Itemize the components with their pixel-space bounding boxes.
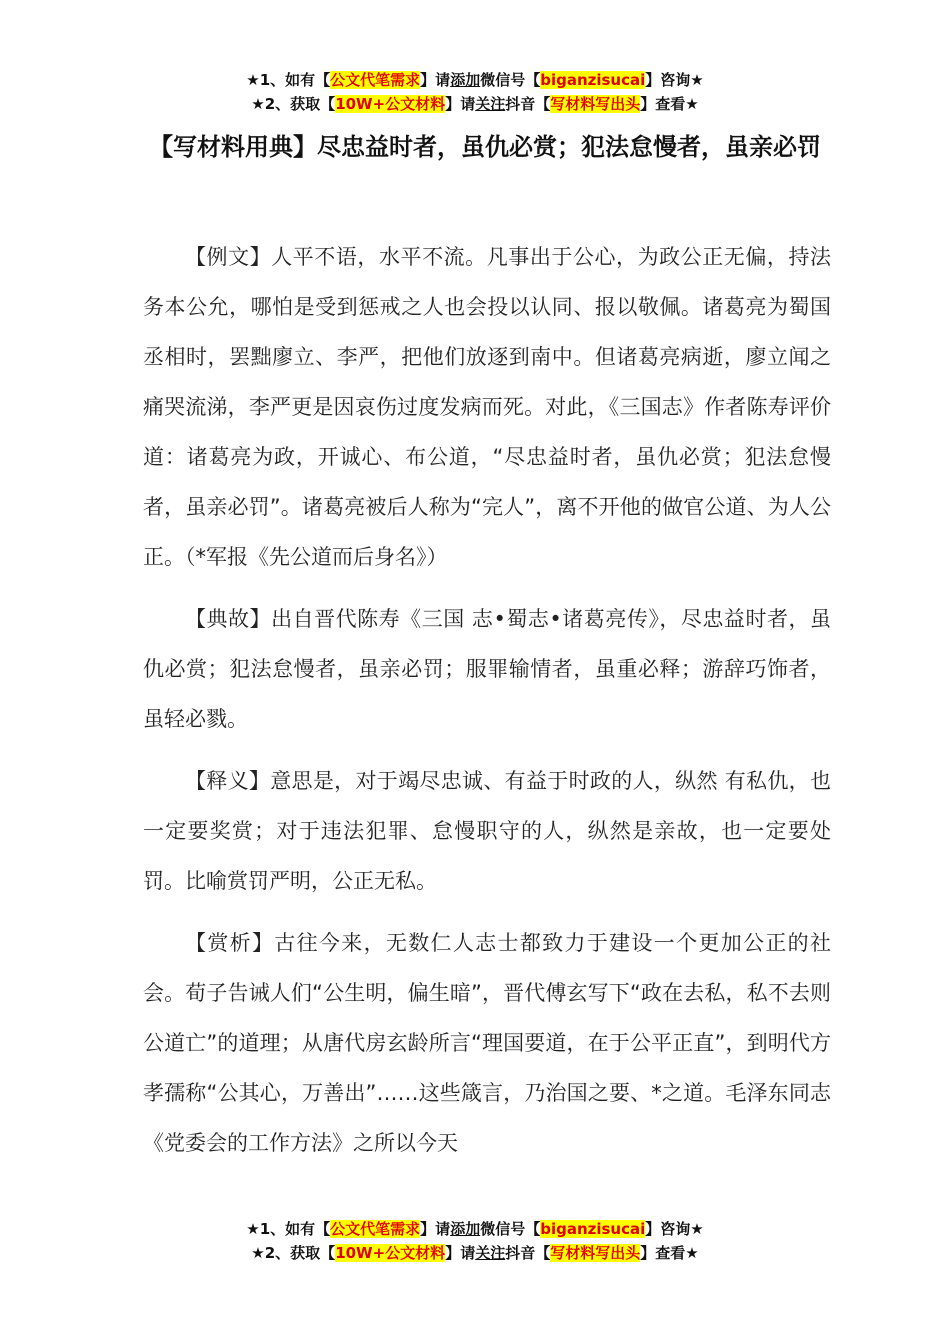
banner-emphasis: 关注 — [475, 95, 506, 113]
highlight-materials: 10W+公文材料 — [335, 95, 446, 113]
banner-text: ★1、如有【 — [246, 1220, 331, 1238]
highlight-douyin-account: 写材料写出头 — [550, 95, 641, 113]
highlight-wechat-id: biganzisucai — [540, 1220, 646, 1238]
highlight-service: 公文代笔需求 — [330, 71, 421, 89]
banner-text: 】查看★ — [640, 1244, 699, 1262]
page-title: 【写材料用典】尽忠益时者，虽仇必赏；犯法怠慢者，虽亲必罚 — [149, 133, 821, 161]
banner-text: 微信号【 — [480, 1220, 541, 1238]
article-body — [143, 232, 831, 1180]
banner-line-1 — [0, 68, 950, 92]
banner-emphasis: 关注 — [475, 1244, 506, 1262]
banner-text: 抖音【 — [505, 1244, 551, 1262]
banner-text: 】咨询★ — [645, 1220, 704, 1238]
banner-text: ★1、如有【 — [246, 71, 331, 89]
highlight-service: 公文代笔需求 — [330, 1220, 421, 1238]
paragraph-example: 【例文】人平不语，水平不流。凡事出于公心，为政公正无偏，持法务本公允，哪怕是受到惩戒之人也会投以认同、报以敬佩。诸葛亮为蜀国丞相时，罢黜廖立、李严，把他们放逐到南中。但诸葛亮病逝，廖立闻之痛哭流涕，李严更是因哀伤过度发病而死。对此，《三国志》作者陈寿评价道：诸葛亮为政，开诚心、布公道，“尽忠益时者，虽仇必赏；犯法怠慢者，虽亲必罚”。诸葛亮被后人称为“完人”，离不开他的做官公道、为人公正。（*军报《先公道而后身名》） — [143, 245, 831, 569]
banner-line-2 — [0, 1241, 950, 1265]
banner-text: 】请 — [420, 1220, 451, 1238]
banner-text: 微信号【 — [480, 71, 541, 89]
paragraph-origin: 【典故】出自晋代陈寿《三国 志•蜀志•诸葛亮传》，尽忠益时者，虽仇必赏；犯法怠慢者，虽亲必罚；服罪输情者，虽重必释；游辞巧饰者，虽轻必戮。 — [143, 607, 831, 731]
paragraph-analysis: 【赏析】古往今来，无数仁人志士都致力于建设一个更加公正的社会。荀子告诫人们“公生明，偏生暗”，晋代傅玄写下“政在去私，私不去则公道亡”的道理；从唐代房玄龄所言“理国要道，在于公平正直”，到明代方孝孺称“公其心，万善出”……这些箴言，乃治国之要、*之道。毛泽东同志《党委会的工作方法》之所以今天 — [143, 931, 831, 1155]
banner-emphasis: 添加 — [450, 1220, 481, 1238]
banner-text: 】请 — [420, 71, 451, 89]
highlight-douyin-account: 写材料写出头 — [550, 1244, 641, 1262]
paragraph-meaning: 【释义】意思是，对于竭尽忠诚、有益于时政的人，纵然 有私仇，也一定要奖赏；对于违法犯罪、怠慢职守的人，纵然是亲故，也一定要处 罚。比喻赏罚严明，公正无私。 — [143, 769, 831, 893]
banner-emphasis: 添加 — [450, 71, 481, 89]
highlight-wechat-id: biganzisucai — [540, 71, 646, 89]
banner-text: 】查看★ — [640, 95, 699, 113]
banner-line-2 — [0, 92, 950, 116]
bottom-banner — [0, 1217, 950, 1265]
banner-text: 抖音【 — [505, 95, 551, 113]
banner-text: 】请 — [445, 1244, 476, 1262]
banner-line-1 — [0, 1217, 950, 1241]
top-banner — [0, 68, 950, 116]
banner-text: 】请 — [445, 95, 476, 113]
banner-text: 】咨询★ — [645, 71, 704, 89]
banner-text: ★2、获取【 — [251, 95, 336, 113]
highlight-materials: 10W+公文材料 — [335, 1244, 446, 1262]
banner-text: ★2、获取【 — [251, 1244, 336, 1262]
